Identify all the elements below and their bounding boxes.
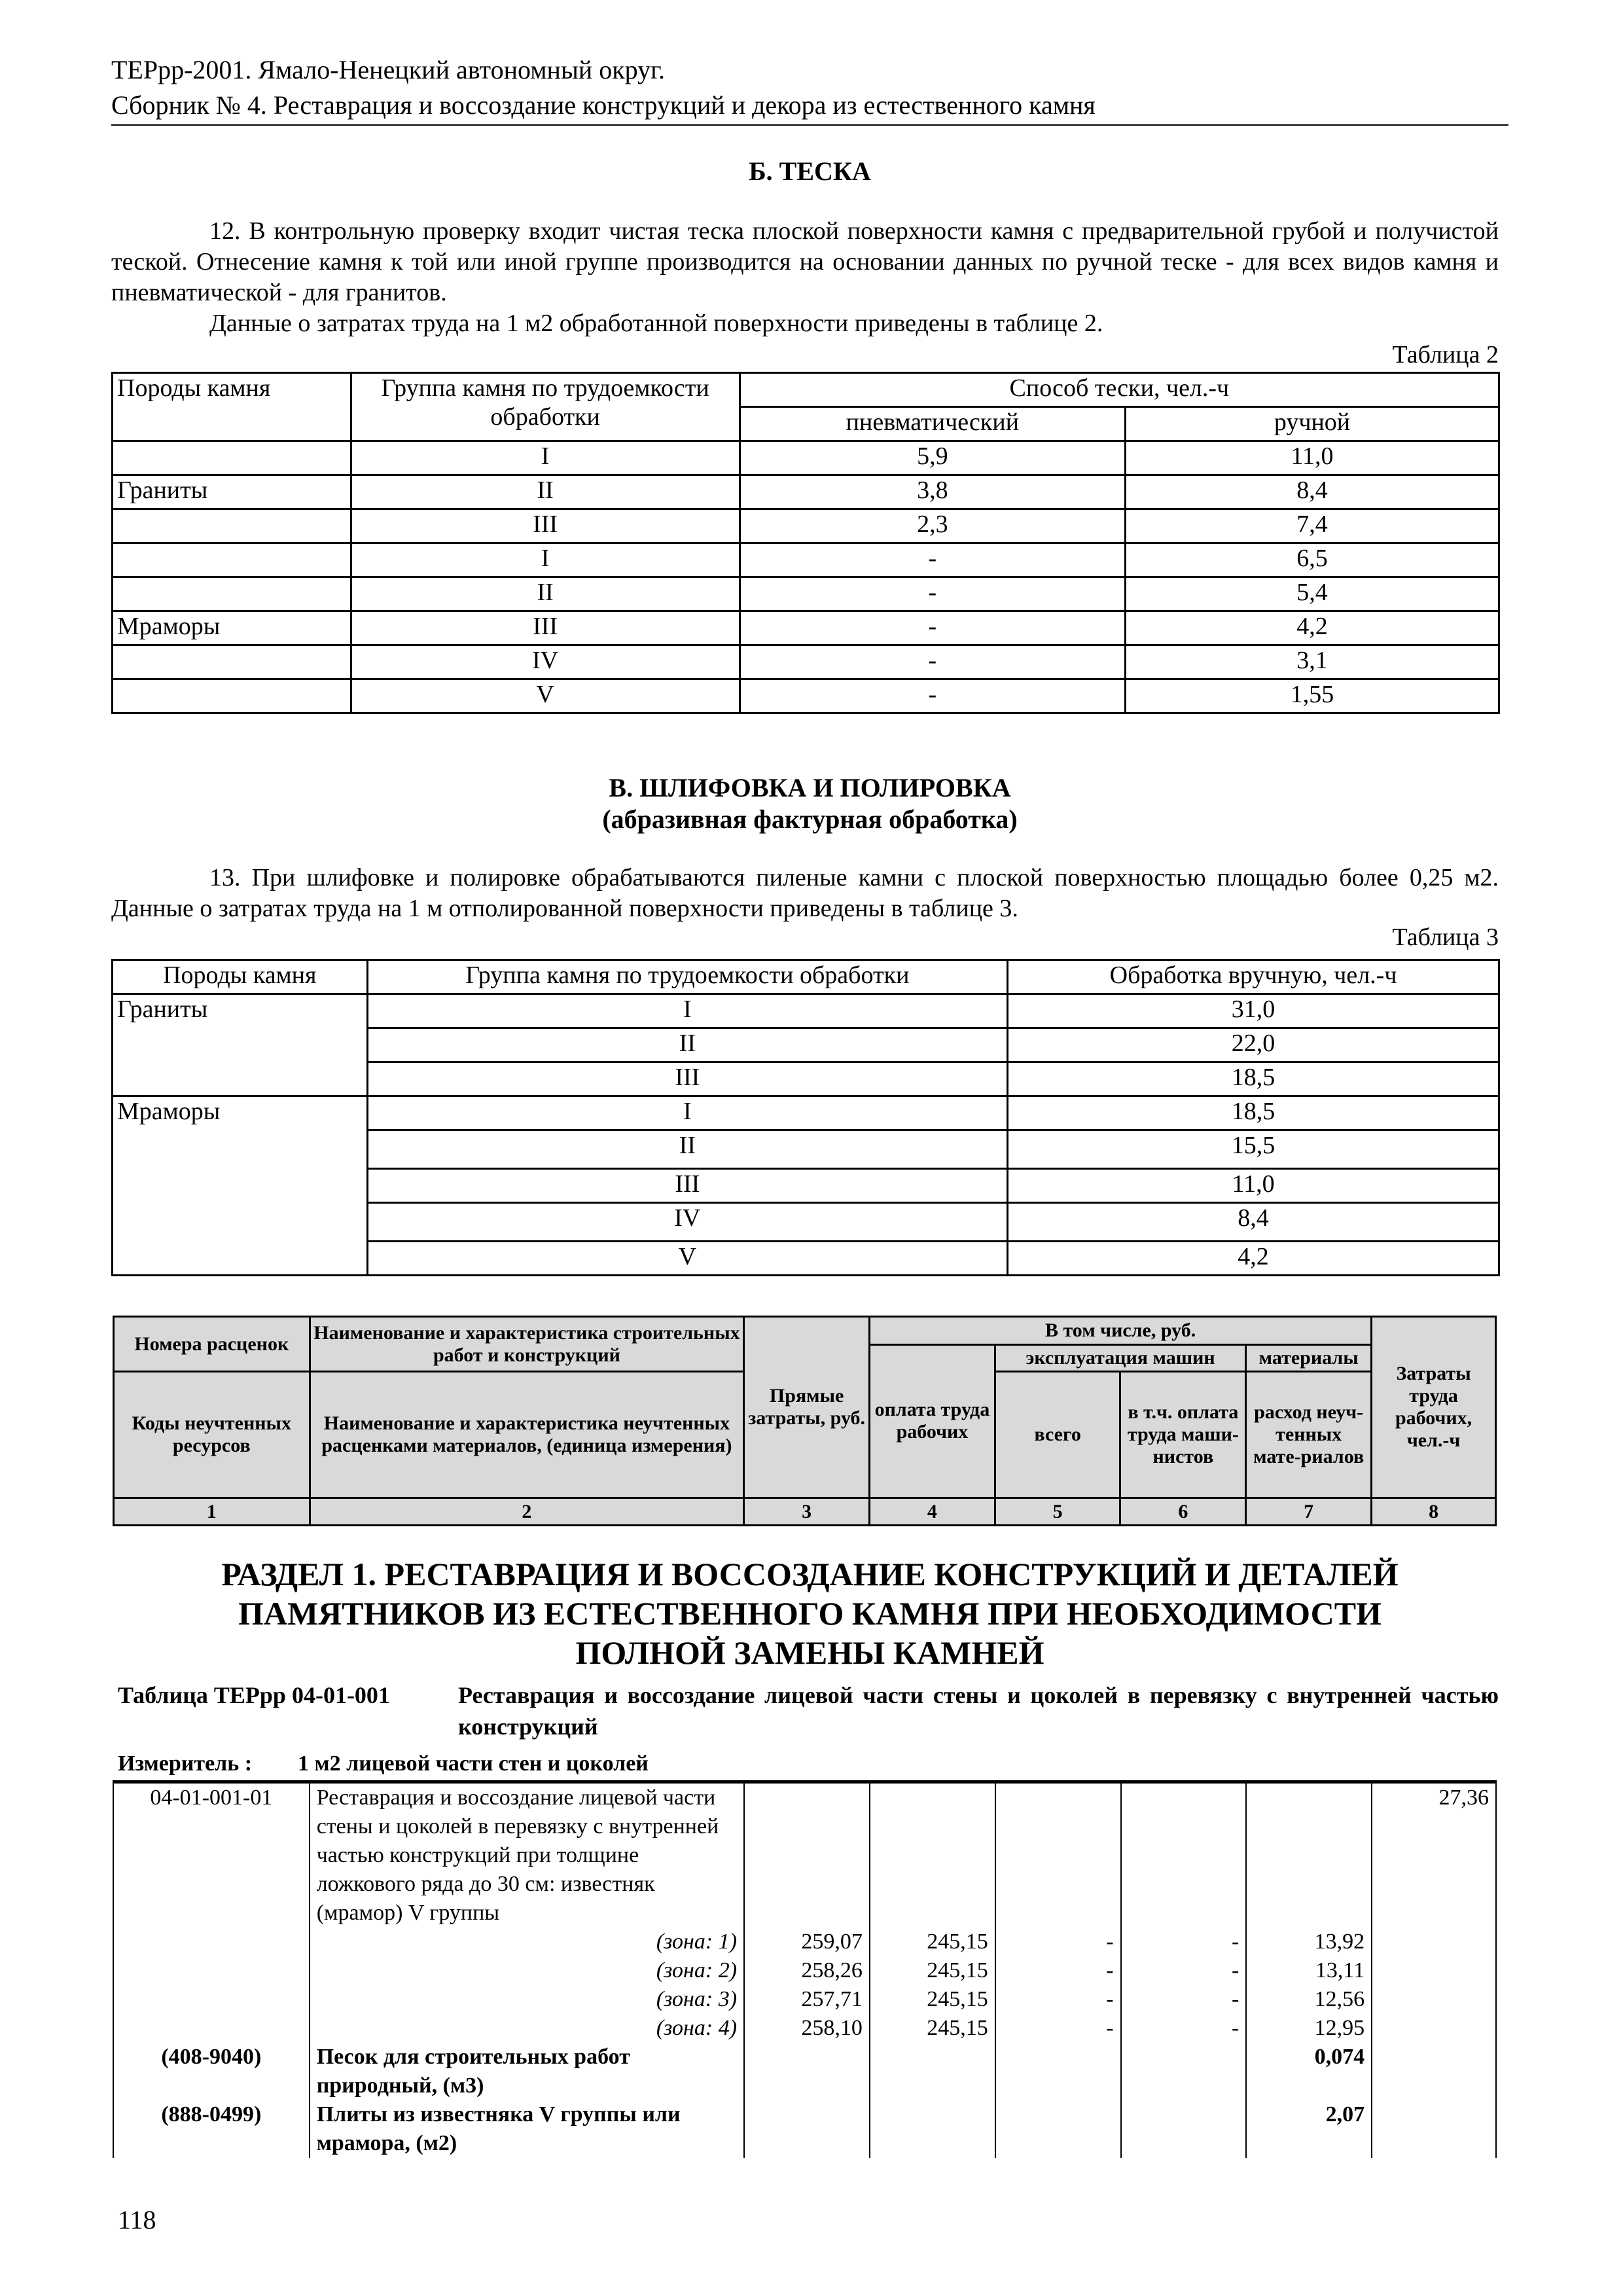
t2-group: III bbox=[351, 611, 740, 645]
table-row bbox=[113, 679, 1499, 713]
paragraph-table2-ref: Данные о затратах труда на 1 м2 обработанной поверхности приведены в таблице 2. bbox=[209, 310, 1103, 337]
table-row bbox=[113, 509, 1499, 543]
t2-stone bbox=[113, 645, 351, 679]
measure-value: 1 м2 лицевой части стен и цоколей bbox=[298, 1751, 649, 1776]
table-row bbox=[113, 1782, 1496, 1928]
table-row bbox=[113, 994, 1499, 1028]
t2-group: II bbox=[351, 577, 740, 611]
hdr-unaccounted-materials: расход неуч-тенных мате-риалов bbox=[1246, 1372, 1372, 1498]
hdr-labor-costs: Затраты труда рабочих, чел.-ч bbox=[1372, 1317, 1496, 1498]
machines-total: - bbox=[995, 1928, 1121, 1956]
col-number: 6 bbox=[1120, 1498, 1246, 1526]
t2-manual: 3,1 bbox=[1126, 645, 1499, 679]
col-number: 8 bbox=[1372, 1498, 1496, 1526]
t3-value: 15,5 bbox=[1008, 1130, 1499, 1169]
t3-group: II bbox=[367, 1028, 1008, 1062]
paragraph-13: 13. При шлифовке и полировке обрабатываются пиленые камни с плоской поверхностью площадью более 0,25 м2. Данные о затратах труда на 1 м отполированной поверхности приведены в таблице 3. bbox=[111, 864, 1499, 922]
col-number: 7 bbox=[1246, 1498, 1372, 1526]
t2-manual: 7,4 bbox=[1126, 509, 1499, 543]
table2-caption: Таблица 2 bbox=[1392, 341, 1499, 368]
t2-manual: 6,5 bbox=[1126, 543, 1499, 577]
t2-group: I bbox=[351, 441, 740, 475]
t2-group: I bbox=[351, 543, 740, 577]
table-3 bbox=[111, 959, 1500, 1276]
hdr-material-name: Наименование и характеристика неучтенных расценками материалов, (единица измерения) bbox=[310, 1372, 744, 1498]
hdr-codes: Коды неучтенных ресурсов bbox=[114, 1372, 310, 1498]
t2-pneumatic: 3,8 bbox=[740, 475, 1125, 509]
table-row bbox=[113, 441, 1499, 475]
hdr-including: В том числе, руб. bbox=[870, 1317, 1372, 1345]
table-2 bbox=[111, 372, 1500, 714]
zone-row bbox=[113, 1928, 1496, 1956]
t2-manual: 5,4 bbox=[1126, 577, 1499, 611]
col-number: 1 bbox=[114, 1498, 310, 1526]
col-number: 4 bbox=[870, 1498, 995, 1526]
t2-manual: 8,4 bbox=[1126, 475, 1499, 509]
t2-stone bbox=[113, 577, 351, 611]
resource-row bbox=[113, 2043, 1496, 2100]
table-row bbox=[113, 543, 1499, 577]
labor-costs: 27,36 bbox=[1372, 1782, 1496, 1928]
table-row bbox=[113, 577, 1499, 611]
t3-value: 22,0 bbox=[1008, 1028, 1499, 1062]
t2-header-group: Группа камня по трудоемкости обработки bbox=[351, 373, 740, 441]
machinist-wages: - bbox=[1121, 1985, 1247, 2014]
machines-total: - bbox=[995, 1985, 1121, 2014]
hdr-materials: материалы bbox=[1246, 1344, 1372, 1372]
direct-costs: 259,07 bbox=[744, 1928, 870, 1956]
section-b-title: Б. ТЕСКА bbox=[749, 156, 871, 186]
direct-costs: 257,71 bbox=[744, 1985, 870, 2014]
t3-group: IV bbox=[367, 1203, 1008, 1242]
zone-row bbox=[113, 1985, 1496, 2014]
running-header-subtitle: Сборник № 4. Реставрация и воссоздание конструкций и декора из естественного камня bbox=[111, 90, 1096, 120]
resource-name: Песок для строительных работ природный, (м3) bbox=[310, 2043, 744, 2100]
t3-stone-granite: Граниты bbox=[113, 994, 368, 1096]
t2-group: V bbox=[351, 679, 740, 713]
measure-label: Измеритель : bbox=[118, 1751, 253, 1776]
materials: 13,92 bbox=[1246, 1928, 1372, 1956]
t2-header-manual: ручной bbox=[1126, 407, 1499, 441]
table-row bbox=[113, 611, 1499, 645]
t2-pneumatic: - bbox=[740, 679, 1125, 713]
t3-header-group: Группа камня по трудоемкости обработки bbox=[367, 960, 1008, 994]
resource-qty: 2,07 bbox=[1246, 2100, 1372, 2158]
t2-stone bbox=[113, 543, 351, 577]
wages: 245,15 bbox=[870, 2014, 995, 2043]
table-title: Реставрация и воссоздание лицевой части стены и цоколей в перевязку с внутренней частью конструкций bbox=[458, 1682, 1499, 1740]
section-v-title: В. ШЛИФОВКА И ПОЛИРОВКА bbox=[609, 773, 1011, 802]
t3-value: 4,2 bbox=[1008, 1242, 1499, 1276]
section-v-subtitle: (абразивная фактурная обработка) bbox=[602, 804, 1018, 834]
col-number: 5 bbox=[995, 1498, 1120, 1526]
hdr-machines-total: всего bbox=[995, 1372, 1120, 1498]
materials: 13,11 bbox=[1246, 1956, 1372, 1985]
t2-header-stone: Породы камня bbox=[113, 373, 351, 441]
table3-caption: Таблица 3 bbox=[1392, 924, 1499, 951]
zone-label: (зона: 1) bbox=[310, 1928, 744, 1956]
hdr-wages: оплата труда рабочих bbox=[870, 1344, 995, 1498]
t2-pneumatic: - bbox=[740, 543, 1125, 577]
machines-total: - bbox=[995, 1956, 1121, 1985]
section-1-title: РАЗДЕЛ 1. РЕСТАВРАЦИЯ И ВОССОЗДАНИЕ КОНСТРУКЦИЙ И ДЕТАЛЕЙ ПАМЯТНИКОВ ИЗ ЕСТЕСТВЕННОГО КАМНЯ ПРИ НЕОБХОДИМОСТИ ПОЛНОЙ ЗАМЕНЫ КАМНЕЙ bbox=[221, 1556, 1399, 1671]
machinist-wages: - bbox=[1121, 1928, 1247, 1956]
table-row bbox=[113, 475, 1499, 509]
t2-manual: 1,55 bbox=[1126, 679, 1499, 713]
wages: 245,15 bbox=[870, 1928, 995, 1956]
col-number: 2 bbox=[310, 1498, 744, 1526]
t3-group: I bbox=[367, 994, 1008, 1028]
resource-code[interactable]: (888-0499) bbox=[113, 2100, 310, 2158]
header-rule bbox=[111, 124, 1508, 126]
zone-label: (зона: 3) bbox=[310, 1985, 744, 2014]
resource-row bbox=[113, 2100, 1496, 2158]
wages: 245,15 bbox=[870, 1985, 995, 2014]
resource-name: Плиты из известняка V группы или мрамора, (м2) bbox=[310, 2100, 744, 2158]
direct-costs: 258,26 bbox=[744, 1956, 870, 1985]
table-row bbox=[113, 1096, 1499, 1130]
zone-row bbox=[113, 1956, 1496, 1985]
t3-value: 31,0 bbox=[1008, 994, 1499, 1028]
zone-label: (зона: 2) bbox=[310, 1956, 744, 1985]
t3-group: III bbox=[367, 1062, 1008, 1096]
t2-stone bbox=[113, 509, 351, 543]
direct-costs: 258,10 bbox=[744, 2014, 870, 2043]
resource-qty: 0,074 bbox=[1246, 2043, 1372, 2100]
t3-value: 8,4 bbox=[1008, 1203, 1499, 1242]
t2-pneumatic: 2,3 bbox=[740, 509, 1125, 543]
t2-group: IV bbox=[351, 645, 740, 679]
paragraph-12: 12. В контрольную проверку входит чистая теска плоской поверхности камня с предварительной грубой и получистой теской. Отнесение камня к той или иной группе производится на основании данных по ручной теске - для всех видов камня и пневматической - для гранитов. bbox=[111, 217, 1499, 306]
hdr-machinist-wages: в т.ч. оплата труда маши-нистов bbox=[1120, 1372, 1246, 1498]
t3-value: 18,5 bbox=[1008, 1096, 1499, 1130]
hdr-work-name: Наименование и характеристика строительных работ и конструкций bbox=[310, 1317, 744, 1372]
t2-stone: Мраморы bbox=[113, 611, 351, 645]
hdr-rate-numbers: Номера расценок bbox=[114, 1317, 310, 1372]
t2-header-method: Способ тески, чел.-ч bbox=[740, 373, 1499, 407]
running-header-title: ТЕРрр-2001. Ямало-Ненецкий автономный округ. bbox=[111, 55, 666, 84]
machinist-wages: - bbox=[1121, 1956, 1247, 1985]
t3-group: III bbox=[367, 1169, 1008, 1203]
t3-group: V bbox=[367, 1242, 1008, 1276]
t2-manual: 11,0 bbox=[1126, 441, 1499, 475]
price-table-body bbox=[113, 1780, 1497, 2158]
machinist-wages: - bbox=[1121, 2014, 1247, 2043]
price-table-header bbox=[113, 1316, 1497, 1526]
t2-group: II bbox=[351, 475, 740, 509]
materials: 12,95 bbox=[1246, 2014, 1372, 2043]
section-b-text bbox=[111, 216, 1499, 339]
t2-header-pneumatic: пневматический bbox=[740, 407, 1125, 441]
page-number: 118 bbox=[118, 2205, 156, 2234]
t3-stone-marble: Мраморы bbox=[113, 1096, 368, 1276]
resource-code[interactable]: (408-9040) bbox=[113, 2043, 310, 2100]
t3-group: II bbox=[367, 1130, 1008, 1169]
t2-manual: 4,2 bbox=[1126, 611, 1499, 645]
t3-value: 18,5 bbox=[1008, 1062, 1499, 1096]
t2-pneumatic: - bbox=[740, 577, 1125, 611]
t3-group: I bbox=[367, 1096, 1008, 1130]
machines-total: - bbox=[995, 2014, 1121, 2043]
t2-stone: Граниты bbox=[113, 475, 351, 509]
table-label: Таблица ТЕРрр 04-01-001 bbox=[118, 1682, 390, 1708]
table-row bbox=[113, 645, 1499, 679]
zone-row bbox=[113, 2014, 1496, 2043]
materials: 12,56 bbox=[1246, 1985, 1372, 2014]
rate-code[interactable]: 04-01-001-01 bbox=[113, 1782, 310, 1928]
t2-pneumatic: 5,9 bbox=[740, 441, 1125, 475]
t2-pneumatic: - bbox=[740, 611, 1125, 645]
zone-label: (зона: 4) bbox=[310, 2014, 744, 2043]
section-v-text bbox=[111, 863, 1499, 924]
t3-header-manual: Обработка вручную, чел.-ч bbox=[1008, 960, 1499, 994]
t3-header-stone: Породы камня bbox=[113, 960, 368, 994]
t2-stone bbox=[113, 441, 351, 475]
hdr-direct-costs: Прямые затраты, руб. bbox=[744, 1317, 870, 1498]
rate-description: Реставрация и воссоздание лицевой части стены и цоколей в перевязку с внутренней частью конструкций при толщине ложкового ряда до 30 см: известняк (мрамор) V группы bbox=[310, 1782, 744, 1928]
t2-stone bbox=[113, 679, 351, 713]
t2-group: III bbox=[351, 509, 740, 543]
t2-pneumatic: - bbox=[740, 645, 1125, 679]
hdr-machines: эксплуатация машин bbox=[995, 1344, 1245, 1372]
wages: 245,15 bbox=[870, 1956, 995, 1985]
col-number: 3 bbox=[744, 1498, 870, 1526]
t3-value: 11,0 bbox=[1008, 1169, 1499, 1203]
